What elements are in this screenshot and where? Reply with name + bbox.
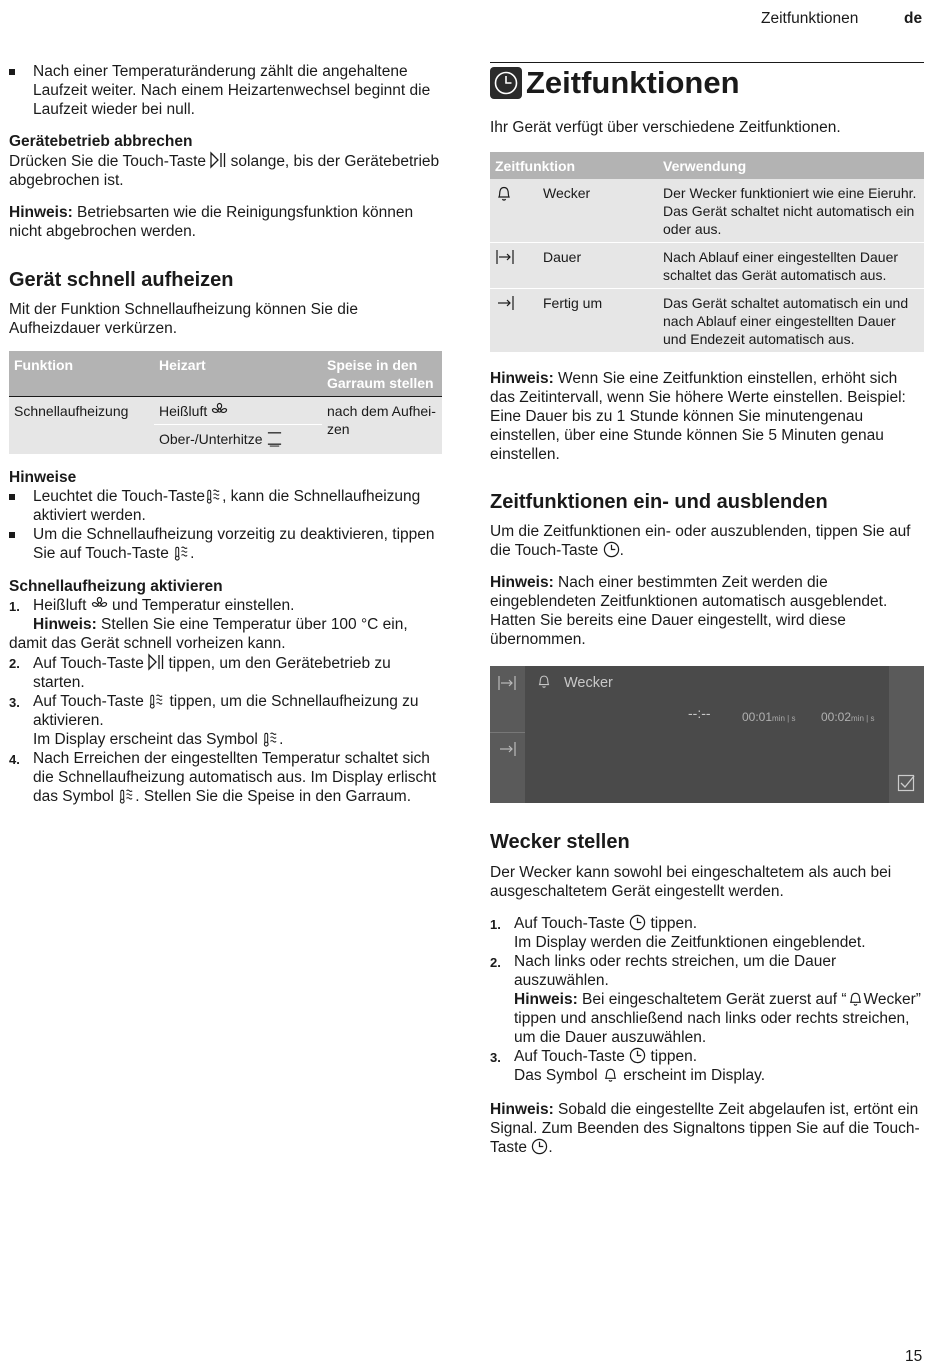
note-text: Betriebsarten wie die Reinigungsfunktion können nicht abgebrochen werden. [9, 204, 414, 240]
display-function-label: Wecker [536, 673, 613, 694]
hint-2-text-b: . [190, 545, 195, 562]
quick-heat-icon [205, 487, 222, 504]
quick-heat-heading: Gerät schnell aufheizen [9, 269, 234, 291]
duration-icon [497, 674, 517, 697]
heat-type-hot-air-label: Heißluft [159, 403, 208, 419]
start-stop-icon [210, 151, 226, 169]
confirm-checkbox-icon[interactable] [897, 774, 915, 797]
table-row [490, 179, 924, 243]
cell-function-name: Fertig um [543, 295, 603, 311]
cell-function-name: Dauer [538, 243, 658, 289]
cell-function-name: Wecker [538, 179, 658, 243]
abort-text [9, 151, 442, 190]
hint-2-text-a: Um die Schnellaufheizung vorzeitig zu deaktivieren, tippen Sie auf Touch-Taste [33, 526, 435, 562]
col-header-function: Funktion [9, 351, 154, 397]
bell-icon [495, 184, 513, 202]
table-row [9, 397, 442, 455]
quick-heat-intro: Mit der Funktion Schnellaufheizung können Sie die Aufheizdauer verkürzen. [9, 301, 358, 337]
list-item: 2. Auf Touch-Taste tippen, um den Gerätebetrieb zu starten. [9, 655, 391, 691]
heat-type-top-bottom-label: Ober-/Unterhitze [159, 431, 263, 447]
hint-bullet-2 [9, 525, 442, 563]
quick-heat-icon [118, 787, 135, 804]
col-header-place-food: Speise in den Garraum stellen [322, 351, 442, 397]
cell-function-usage: Der Wecker funktioniert wie eine Eieruhr. Das Gerät schaltet nicht automatisch ein oder aus. [658, 179, 924, 243]
fan-icon [211, 402, 228, 419]
note-auto-hide: Hinweis: Nach einer bestimmten Zeit werden die eingeblendeten Zeitfunktionen automatisch ausgeblendet. Hatten Sie bereits eine Dauer eingestellt, wird diese übernommen. [490, 574, 888, 648]
list-item: 1. Heißluft und Temperatur einstellen. Hinweis: Stellen Sie eine Temperatur über 100 °C ein, damit das Gerät schnell vorheizen kann. [9, 596, 442, 653]
heat-type-top-bottom [154, 425, 322, 454]
fan-icon [91, 596, 108, 613]
display-value-option-1[interactable]: 00:01min | s [742, 710, 796, 724]
abort-text-b: solange, bis der Gerätebetrieb abgebrochen ist. [9, 153, 440, 189]
display-confirm-panel [889, 666, 924, 803]
table-row [490, 289, 924, 353]
clock-icon [531, 1138, 548, 1155]
end-time-icon [497, 740, 517, 763]
cell-function-usage: Das Gerät schaltet automatisch ein und nach Ablauf einer eingestellten Dauer und Endezeit automatisch aus. [663, 295, 909, 347]
cell-place-food: nach dem Aufhei-zen [327, 403, 436, 437]
note-abort [9, 203, 442, 241]
running-header-section: Zeitfunktionen [761, 10, 859, 27]
list-item: 1. Auf Touch-Taste tippen. Im Display werden die Zeitfunktionen eingeblendet. [490, 915, 866, 951]
toggle-heading: Zeitfunktionen ein- und ausblenden [490, 491, 828, 513]
col-header-usage: Verwendung [658, 152, 924, 179]
display-current-value: --:-- [688, 705, 711, 721]
clock-icon [629, 1047, 646, 1064]
table-header-row [9, 351, 442, 397]
alarm-heading: Wecker stellen [490, 831, 630, 853]
alarm-steps [490, 914, 924, 1085]
divider [490, 732, 525, 733]
table-header-row [490, 152, 924, 179]
list-item: 3. Auf Touch-Taste tippen. Das Symbol erscheint im Display. [490, 1048, 766, 1084]
col-header-heat-type: Heizart [154, 351, 322, 397]
table-row [490, 243, 924, 289]
step-1-note: Hinweis: Stellen Sie eine Temperatur über 100 °C ein, damit das Gerät schnell vorheizen kann. [9, 616, 408, 652]
bell-icon [536, 673, 552, 694]
cell-function-usage: Nach Ablauf einer eingestellten Dauer schaltet das Gerät automatisch aus. [658, 243, 924, 289]
list-item: 3. Auf Touch-Taste tippen, um die Schnellaufheizung zu aktivieren. Im Display erscheint das Symbol . [9, 693, 419, 748]
alarm-intro: Der Wecker kann sowohl bei eingeschaltetem als auch bei ausgeschaltetem Gerät eingestellt werden. [490, 864, 892, 900]
activate-steps [9, 596, 442, 806]
running-header-language: de [904, 10, 923, 27]
section-title: Zeitfunktionen [526, 65, 740, 100]
clock-icon [629, 914, 646, 931]
start-stop-icon [148, 653, 164, 671]
quick-heat-icon [173, 544, 190, 561]
cell-function: Schnellaufheizung [14, 403, 129, 419]
abort-heading: Gerätebetrieb abbrechen [9, 133, 193, 150]
list-item: 2. Nach links oder rechts streichen, um die Dauer auszuwählen. Hinweis: Bei eingeschaltetem Gerät zuerst auf “ Wecker” tippen und anschließend nach links oder rechts streichen, um die Dauer auszuwählen. [490, 953, 921, 1046]
quick-heat-icon [262, 730, 279, 747]
toggle-text: Um die Zeitfunktionen ein- oder auszublenden, tippen Sie auf die Touch-Taste . [490, 523, 911, 559]
clock-icon [603, 541, 620, 558]
bell-icon [602, 1066, 619, 1083]
intro-bullet [9, 62, 442, 119]
section-title-row [490, 62, 924, 101]
note-signal: Hinweis: Sobald die eingestellte Zeit abgelaufen ist, ertönt ein Signal. Zum Beenden des Signaltons tippen Sie auf die Touch-Taste . [490, 1101, 920, 1156]
time-functions-table [490, 152, 924, 352]
display-main-area [525, 666, 889, 803]
hint-bullet-1 [9, 487, 442, 525]
col-header-time-function: Zeitfunktion [490, 152, 658, 179]
quick-heat-icon [148, 692, 165, 709]
time-functions-intro: Ihr Gerät verfügt über verschiedene Zeitfunktionen. [490, 119, 841, 136]
heat-type-hot-air [154, 397, 322, 425]
timer-clock-icon [490, 67, 522, 99]
display-screenshot [490, 666, 924, 803]
abort-text-a: Drücken Sie die Touch-Taste [9, 153, 207, 170]
list-item: 4. Nach Erreichen der eingestellten Temperatur schaltet sich die Schnellaufheizung automatisch aus. Im Display erlischt das Symbol . Stellen Sie die Speise in den Garraum. [9, 750, 437, 805]
quick-heat-table [9, 351, 442, 454]
note-interval: Hinweis: Wenn Sie eine Zeitfunktion einstellen, erhöht sich das Zeitintervall, wenn Sie höhere Werte einstellen. Beispiel: Eine Dauer bis zu 1 Stunde können Sie minutengenau einstellen, über eine Stunde können Sie 5 Minuten genau einstellen. [490, 370, 906, 463]
page-number: 15 [905, 1348, 923, 1365]
right-column [490, 62, 924, 1157]
bell-icon [847, 990, 864, 1007]
hints-heading: Hinweise [9, 469, 77, 486]
hint-1-text-b: , kann die Schnellaufheizung aktiviert werden. [33, 488, 421, 524]
note-label: Hinweis: [9, 204, 73, 221]
display-value-option-2[interactable]: 00:02min | s [821, 710, 875, 724]
activate-heading: Schnellaufheizung aktivieren [9, 578, 223, 595]
end-time-icon [495, 294, 515, 312]
left-column [9, 62, 442, 806]
top-bottom-heat-icon [266, 430, 283, 447]
hint-1-text-a: Leuchtet die Touch-Taste [33, 488, 206, 505]
display-side-menu [490, 666, 525, 803]
duration-icon [495, 248, 515, 266]
intro-bullet-text: Nach einer Temperaturänderung zählt die angehaltene Laufzeit weiter. Nach einem Heizartenwechsel beginnt die Laufzeit wieder bei null. [33, 63, 431, 118]
